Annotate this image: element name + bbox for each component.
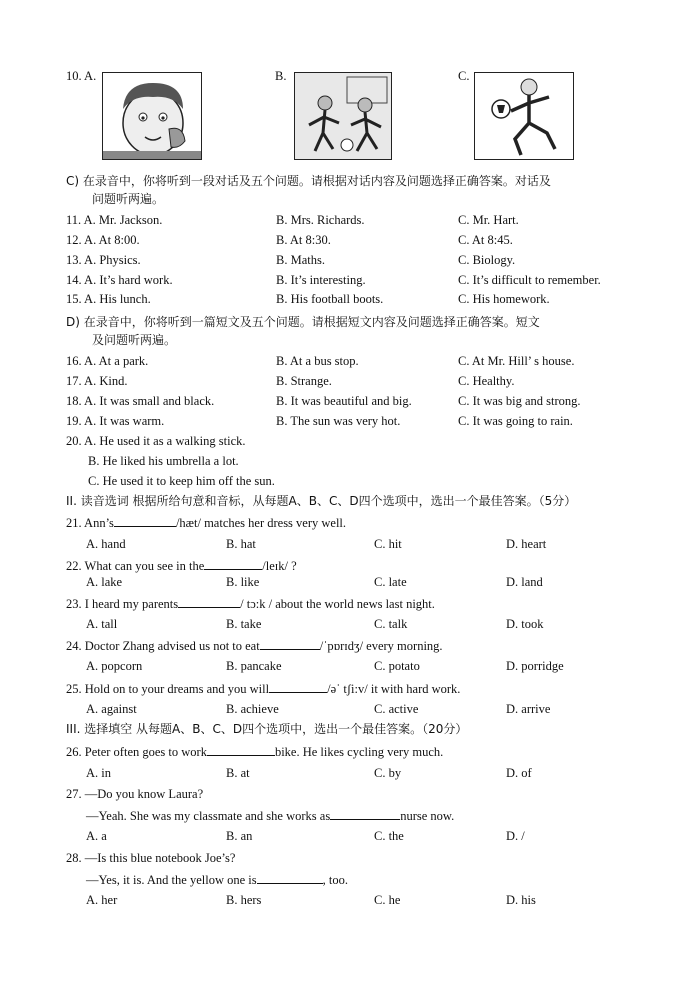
q26-option-c: C. by (374, 766, 402, 780)
q27-question: 27. —Do you know Laura? (66, 787, 204, 801)
q26-stem (66, 743, 443, 760)
q26-option-d: D. of (506, 766, 532, 780)
q14-option-a: 14. A. It’s hard work. (66, 273, 173, 287)
q21-option-d: D. heart (506, 537, 547, 551)
q27-stem-start: —Yeah. She was my classmate and she works as (86, 809, 331, 823)
q21-stem (66, 514, 346, 531)
q21-stem-start: 21. Ann’s (66, 516, 114, 530)
q23-stem-end: / tɔ:k / about the world news last night. (240, 597, 435, 611)
q20-option-b: B. He liked his umbrella a lot. (88, 454, 239, 468)
q11-option-b: B. Mrs. Richards. (276, 213, 365, 227)
q18-option-c: C. It was big and strong. (458, 394, 581, 408)
q19-option-a: 19. A. It was warm. (66, 414, 165, 428)
q25-stem-start: 25. Hold on to your dreams and you will (66, 682, 270, 696)
q24-option-b: B. pancake (226, 659, 282, 673)
q12-option-b: B. At 8:30. (276, 233, 331, 247)
q24-blank (260, 637, 320, 650)
football-match-picture (294, 72, 392, 160)
q22-option-a: A. lake (86, 575, 123, 589)
q21-option-c: C. hit (374, 537, 402, 551)
q22-stem-end: /leɪk/ ? (262, 559, 297, 573)
q27-option-d: D. / (506, 829, 525, 843)
q23-stem-start: 23. I heard my parents (66, 597, 179, 611)
q23-option-b: B. take (226, 617, 262, 631)
q27-option-c: C. the (374, 829, 404, 843)
q28-option-c: C. he (374, 893, 401, 907)
q22-stem-start: 22. What can you see in the (66, 559, 205, 573)
q28-stem (86, 871, 348, 888)
q23-option-c: C. talk (374, 617, 408, 631)
q27-stem (86, 807, 454, 824)
q11-option-a: 11. A. Mr. Jackson. (66, 213, 163, 227)
boy-kicking-ball-picture (474, 72, 574, 160)
q10-label-a: 10. A. (66, 69, 97, 83)
q25-blank (269, 680, 327, 693)
q27-blank (330, 807, 400, 820)
q23-blank (178, 595, 240, 608)
q10-label-b: B. (275, 69, 287, 83)
section-3-heading: III. 选择填空 从每题A、B、C、D四个选项中，选出一个最佳答案。（20分） (66, 722, 468, 736)
q28-stem-start: —Yes, it is. And the yellow one is (86, 873, 257, 887)
q13-option-a: 13. A. Physics. (66, 253, 141, 267)
q13-option-b: B. Maths. (276, 253, 325, 267)
q24-option-a: A. popcorn (86, 659, 143, 673)
q22-blank (204, 557, 262, 570)
q20-option-a: 20. A. He used it as a walking stick. (66, 434, 246, 448)
q22-option-b: B. like (226, 575, 260, 589)
q11-option-c: C. Mr. Hart. (458, 213, 519, 227)
football-icon (295, 73, 391, 159)
q14-option-b: B. It’s interesting. (276, 273, 366, 287)
q20-option-c: C. He used it to keep him off the sun. (88, 474, 275, 488)
section-d-instruction-2: 及问题听两遍。 (92, 333, 177, 347)
q28-question: 28. —Is this blue notebook Joe’s? (66, 851, 236, 865)
q16-option-b: B. At a bus stop. (276, 354, 359, 368)
q28-blank (257, 871, 323, 884)
q26-option-b: B. at (226, 766, 250, 780)
q19-option-b: B. The sun was very hot. (276, 414, 401, 428)
ball-icon (475, 73, 573, 159)
q17-option-a: 17. A. Kind. (66, 374, 128, 388)
q25-option-b: B. achieve (226, 702, 279, 716)
q25-option-c: C. active (374, 702, 419, 716)
q25-stem (66, 680, 460, 697)
q17-option-b: B. Strange. (276, 374, 332, 388)
q26-option-a: A. in (86, 766, 111, 780)
q28-option-b: B. hers (226, 893, 262, 907)
q15-option-b: B. His football boots. (276, 292, 384, 306)
q22-stem (66, 557, 297, 574)
q13-option-c: C. Biology. (458, 253, 516, 267)
q21-option-b: B. hat (226, 537, 256, 551)
q26-blank (207, 743, 275, 756)
section-d-instruction-1: D) 在录音中，你将听到一篇短文及五个问题。请根据短文内容及问题选择正确答案。短文 (66, 315, 540, 329)
q22-option-c: C. late (374, 575, 407, 589)
q28-option-a: A. her (86, 893, 118, 907)
q23-option-a: A. tall (86, 617, 118, 631)
q25-option-a: A. against (86, 702, 137, 716)
q15-option-c: C. His homework. (458, 292, 550, 306)
q21-stem-end: /hæt/ matches her dress very well. (175, 516, 347, 530)
section-c-instruction-1: C) 在录音中，你将听到一段对话及五个问题。请根据对话内容及问题选择正确答案。对话及 (66, 174, 551, 188)
q15-option-a: 15. A. His lunch. (66, 292, 151, 306)
q24-stem (66, 637, 443, 654)
boy-on-phone-picture (102, 72, 202, 160)
q14-option-c: C. It’s difficult to remember. (458, 273, 601, 287)
q24-stem-end: /ˈpɒrɪdʒ/ every morning. (319, 639, 443, 653)
q17-option-c: C. Healthy. (458, 374, 515, 388)
section-c-instruction-2: 问题听两遍。 (92, 192, 165, 206)
q16-option-a: 16. A. At a park. (66, 354, 149, 368)
q27-option-a: A. a (86, 829, 107, 843)
q23-stem (66, 595, 435, 612)
q26-stem-start: 26. Peter often goes to work (66, 745, 207, 759)
q12-option-a: 12. A. At 8:00. (66, 233, 140, 247)
q21-option-a: A. hand (86, 537, 126, 551)
q22-option-d: D. land (506, 575, 543, 589)
q24-option-d: D. porridge (506, 659, 564, 673)
q23-option-d: D. took (506, 617, 544, 631)
q25-option-d: D. arrive (506, 702, 551, 716)
phone-icon (103, 73, 201, 159)
q21-blank (114, 514, 176, 527)
section-2-heading: II. 读音选词 根据所给句意和音标，从每题A、B、C、D四个选项中，选出一个最佳答案。（5分） (66, 494, 577, 508)
q10-label-c: C. (458, 69, 470, 83)
q28-stem-end: , too. (322, 873, 348, 887)
q27-option-b: B. an (226, 829, 253, 843)
q25-stem-end: /əˈ tʃi:v/ it with hard work. (327, 682, 461, 696)
q27-stem-end: nurse now. (400, 809, 455, 823)
q16-option-c: C. At Mr. Hill’ s house. (458, 354, 575, 368)
q24-option-c: C. potato (374, 659, 420, 673)
q28-option-d: D. his (506, 893, 536, 907)
q12-option-c: C. At 8:45. (458, 233, 513, 247)
q19-option-c: C. It was going to rain. (458, 414, 573, 428)
q26-stem-end: bike. He likes cycling very much. (274, 745, 444, 759)
q24-stem-start: 24. Doctor Zhang advised us not to eat (66, 639, 260, 653)
q18-option-b: B. It was beautiful and big. (276, 394, 412, 408)
q18-option-a: 18. A. It was small and black. (66, 394, 215, 408)
